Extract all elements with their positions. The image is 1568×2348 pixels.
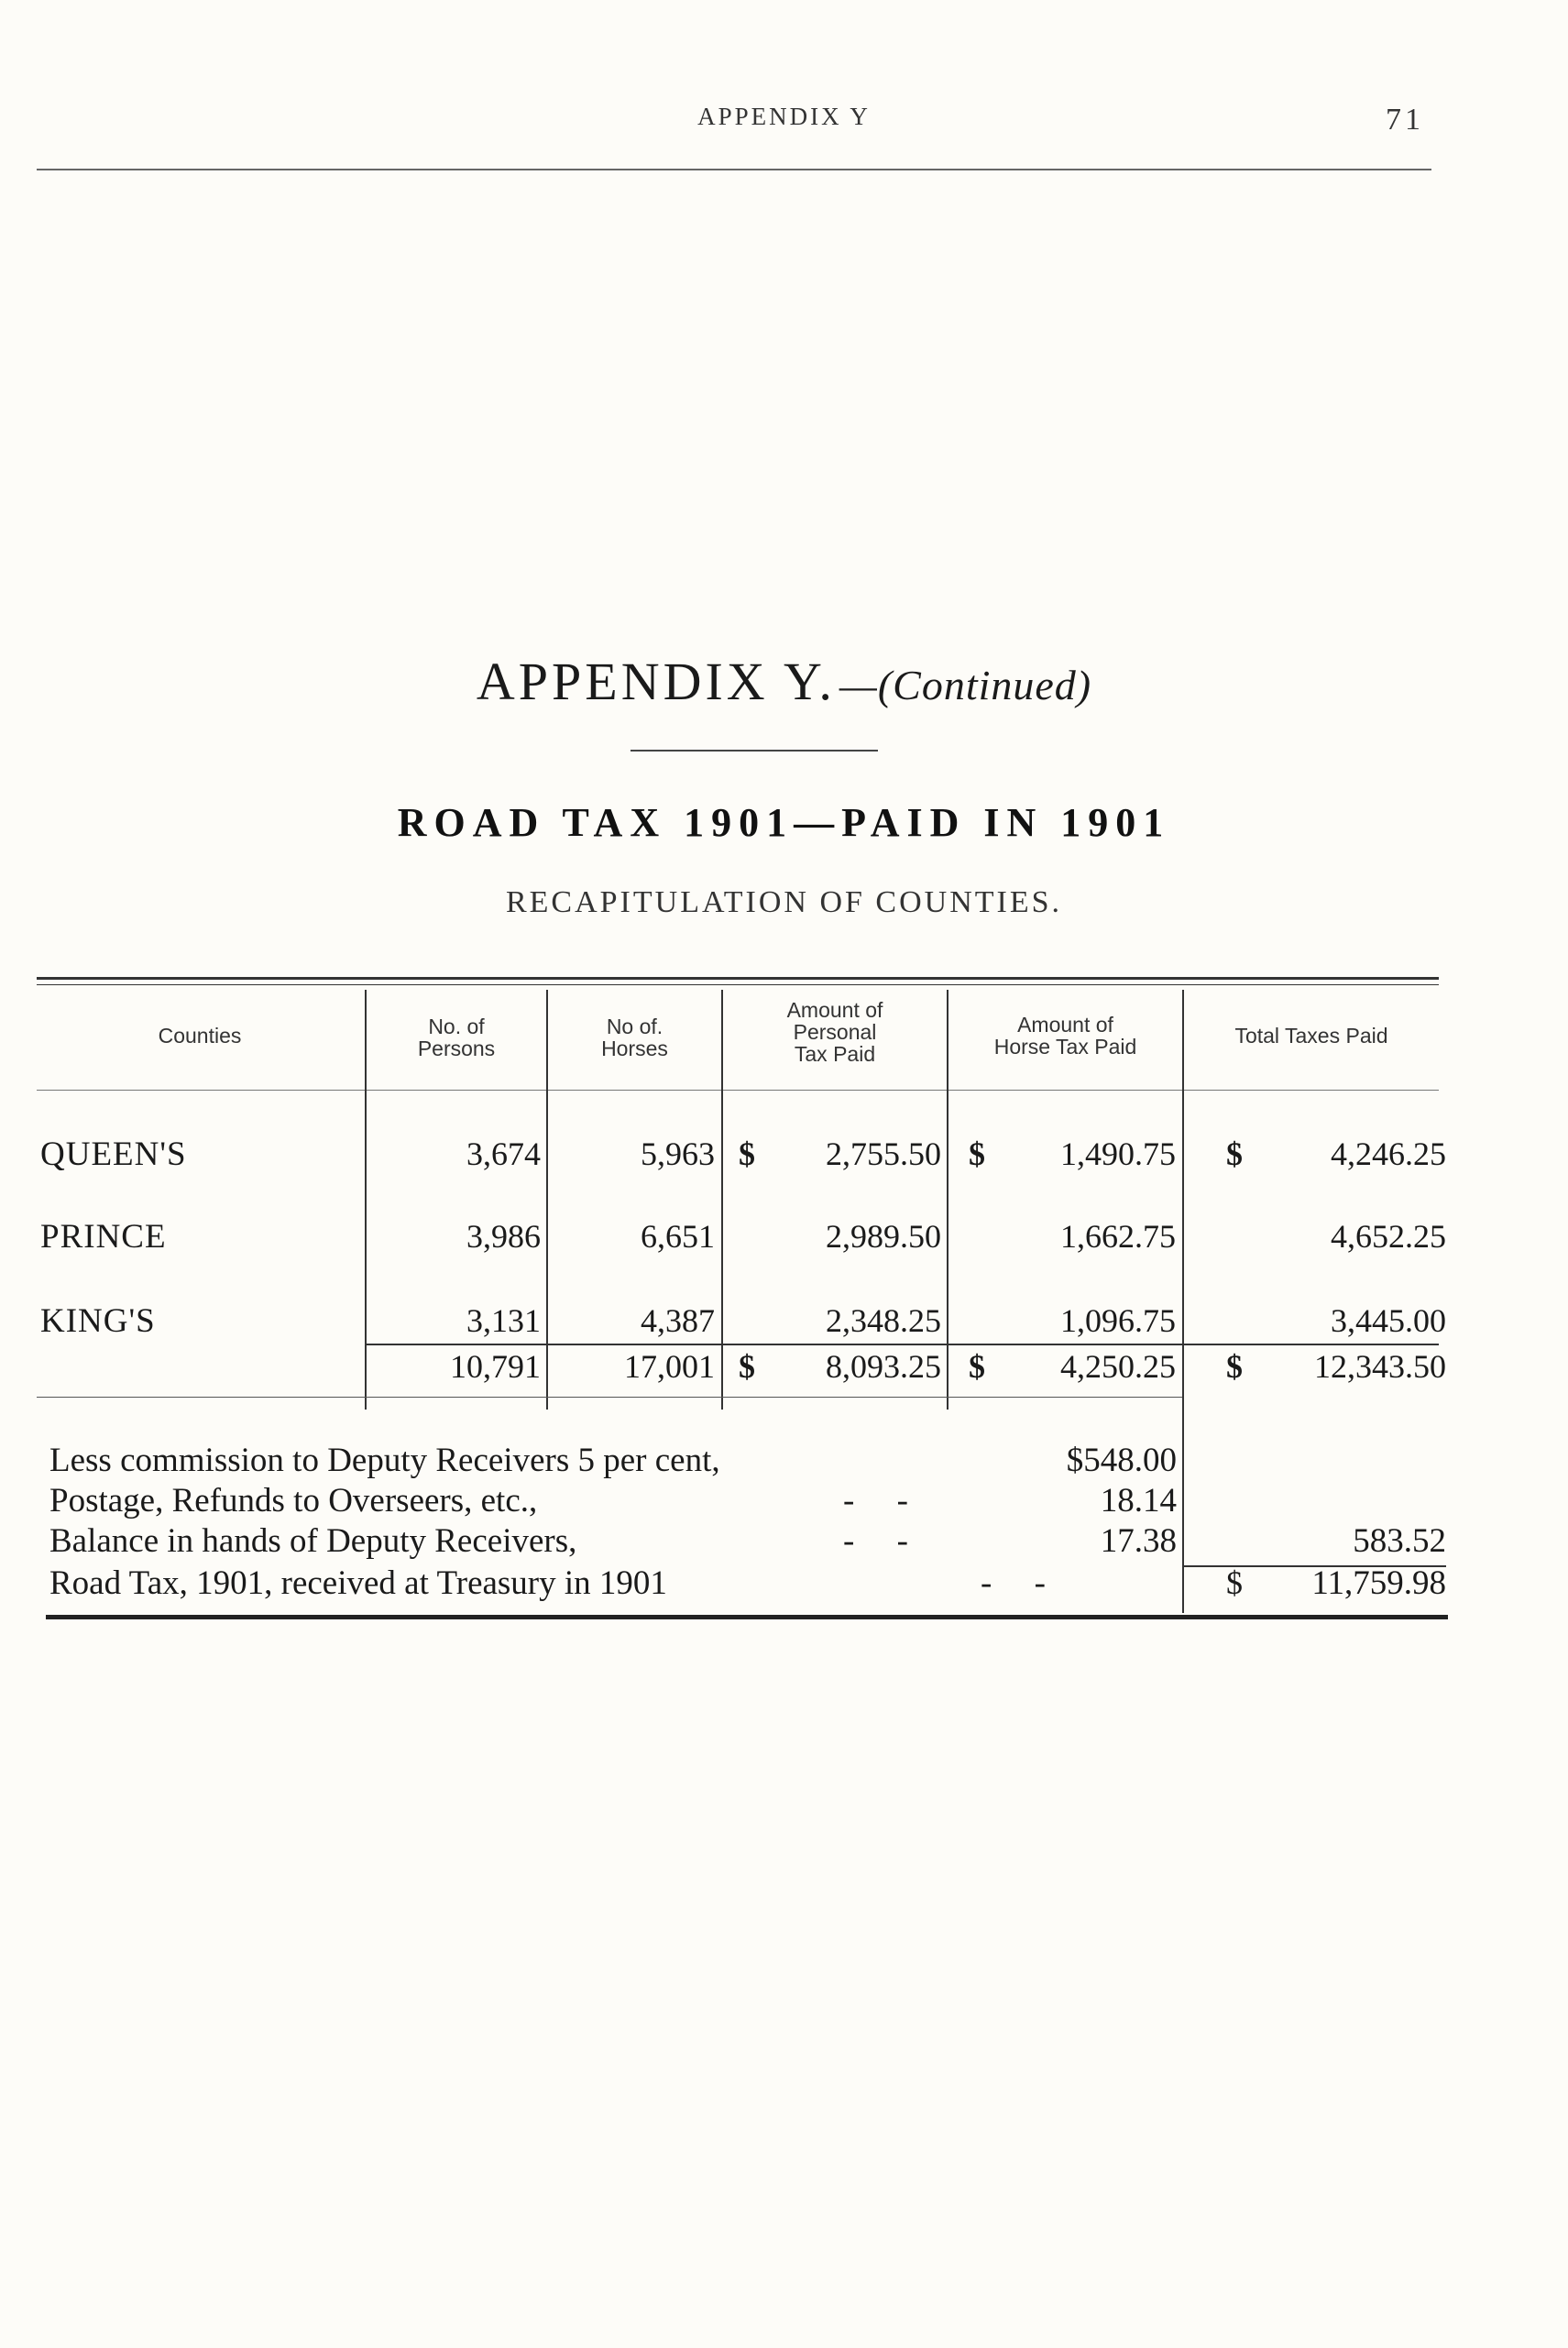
title-rule	[630, 750, 878, 752]
cell-persons: 3,131	[466, 1302, 541, 1339]
section-subtitle: ROAD TAX 1901—PAID IN 1901	[397, 800, 1171, 845]
deduction-amount: $548.00	[1066, 1442, 1177, 1479]
title-continued: —(Continued)	[839, 662, 1092, 708]
final-label: Road Tax, 1901, received at Treasury in 1901	[49, 1564, 667, 1602]
header-bottom-rule	[37, 1090, 1439, 1091]
header-total: Total Taxes Paid	[1234, 1024, 1388, 1048]
deduction-label: Less commission to Deputy Receivers 5 per cent,	[49, 1442, 720, 1479]
table-top-rule-thin	[37, 984, 1439, 985]
cell-horses: 6,651	[641, 1218, 715, 1255]
total-persons: 10,791	[450, 1348, 541, 1385]
cell-personal-tax: 2,989.50	[826, 1218, 941, 1255]
totals-bottom-rule	[37, 1397, 1182, 1398]
cell-persons: 3,986	[466, 1218, 541, 1255]
cell-total: 4,246.25	[1331, 1136, 1446, 1172]
dollar-sign: $	[739, 1136, 755, 1172]
deduction-label: Balance in hands of Deputy Receivers,	[49, 1522, 577, 1560]
dollar-sign: $	[969, 1348, 985, 1385]
cell-horse-tax: 1,662.75	[1060, 1218, 1176, 1255]
row-county: KING'S	[40, 1302, 156, 1340]
header-counties: Counties	[158, 1024, 242, 1048]
grand-total: 12,343.50	[1314, 1348, 1446, 1385]
table-bottom-rule	[46, 1615, 1448, 1619]
cell-personal-tax: 2,348.25	[826, 1302, 941, 1339]
running-header-title: APPENDIX Y	[697, 103, 871, 130]
row-county: PRINCE	[40, 1218, 167, 1256]
header-persons: No. of Persons	[417, 1015, 496, 1060]
final-dashes: - -	[981, 1564, 1046, 1602]
header-horse-tax: Amount of Horse Tax Paid	[993, 1013, 1137, 1059]
dollar-sign: $	[1226, 1564, 1243, 1601]
deductions-total: 583.52	[1353, 1522, 1446, 1560]
title-main: APPENDIX Y.	[476, 652, 836, 711]
deduction-amount: 18.14	[1100, 1482, 1177, 1520]
cell-personal-tax: 2,755.50	[826, 1136, 941, 1172]
deduction-dashes: - -	[843, 1522, 908, 1560]
recap-title: RECAPITULATION OF COUNTIES.	[505, 885, 1063, 919]
deduction-dashes: - -	[843, 1482, 908, 1520]
sum-rule	[367, 1344, 1439, 1345]
cell-horses: 5,963	[641, 1136, 715, 1172]
cell-persons: 3,674	[466, 1136, 541, 1172]
row-county: QUEEN'S	[40, 1136, 187, 1173]
table-top-rule	[37, 977, 1439, 980]
total-horse-tax: 4,250.25	[1060, 1348, 1176, 1385]
dollar-sign: $	[739, 1348, 755, 1385]
page-number: 71	[1386, 103, 1424, 137]
dollar-sign: $	[1226, 1348, 1243, 1385]
final-amount: 11,759.98	[1311, 1564, 1446, 1602]
cell-horses: 4,387	[641, 1302, 715, 1339]
cell-horse-tax: 1,096.75	[1060, 1302, 1176, 1339]
deduction-amount: 17.38	[1100, 1522, 1177, 1560]
header-personal-tax: Amount of Personal Tax Paid	[786, 998, 883, 1066]
header-rule	[37, 169, 1431, 170]
dollar-sign: $	[969, 1136, 985, 1172]
deduction-label: Postage, Refunds to Overseers, etc.,	[49, 1482, 538, 1520]
cell-total: 3,445.00	[1331, 1302, 1446, 1339]
cell-horse-tax: 1,490.75	[1060, 1136, 1176, 1172]
dollar-sign: $	[1226, 1136, 1243, 1172]
cell-total: 4,652.25	[1331, 1218, 1446, 1255]
page-title	[0, 651, 1568, 712]
total-personal-tax: 8,093.25	[826, 1348, 941, 1385]
header-horses: No of. Horses	[601, 1015, 668, 1060]
total-horses: 17,001	[624, 1348, 715, 1385]
